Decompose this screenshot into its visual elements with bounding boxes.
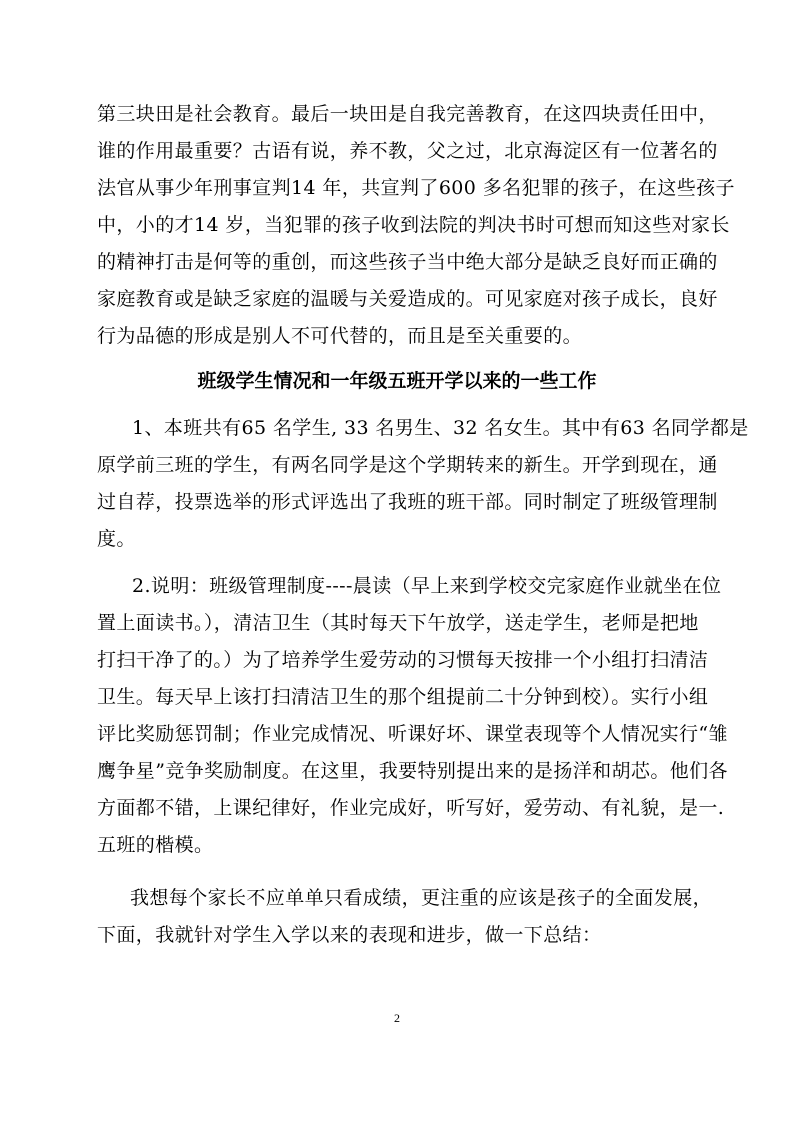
paragraph-line: 第三块田是社会教育。最后一块田是自我完善教育，在这四块责任田中， bbox=[97, 103, 718, 125]
paragraph-line: 鹰争星”竞争奖励制度。在这里，我要特别提出来的是扬洋和胡芯。他们各 bbox=[97, 760, 728, 782]
paragraph-line: 行为品德的形成是别人不可代替的，而且是至关重要的。 bbox=[97, 325, 583, 347]
paragraph-line: 过自荐，投票选举的形式评选出了我班的班干部。同时制定了班级管理制 bbox=[97, 491, 718, 513]
paragraph-line: 度。 bbox=[97, 528, 136, 550]
paragraph-line: 的精神打击是何等的重创，而这些孩子当中绝大部分是缺乏良好而正确的 bbox=[97, 251, 718, 273]
paragraph-line: 2.说明：班级管理制度----晨读（早上来到学校交完家庭作业就坐在位 bbox=[132, 575, 722, 597]
paragraph-line: 谁的作用最重要？古语有说，养不教，父之过，北京海淀区有一位著名的 bbox=[97, 140, 718, 162]
paragraph-line: 1、本班共有65 名学生, 33 名男生、32 名女生。其中有63 名同学都是 bbox=[132, 417, 749, 439]
paragraph-line: 五班的楷模。 bbox=[97, 834, 214, 856]
paragraph-line: 方面都不错，上课纪律好，作业完成好，听写好，爱劳动、有礼貌，是一. bbox=[97, 797, 725, 819]
paragraph-line: 家庭教育或是缺乏家庭的温暖与关爱造成的。可见家庭对孩子成长，良好 bbox=[97, 288, 718, 310]
paragraph-line: 打扫干净了的。）为了培养学生爱劳动的习惯每天按排一个小组打扫清洁 bbox=[97, 649, 709, 671]
paragraph-line: 原学前三班的学生，有两名同学是这个学期转来的新生。开学到现在，通 bbox=[97, 454, 718, 476]
section-heading: 班级学生情况和一年级五班开学以来的一些工作 bbox=[197, 370, 597, 392]
paragraph-line: 下面，我就针对学生入学以来的表现和进步，做一下总结： bbox=[97, 924, 602, 946]
paragraph-line: 评比奖励惩罚制；作业完成情况、听课好坏、课堂表现等个人情况实行“雏 bbox=[97, 723, 728, 745]
paragraph-line: 卫生。每天早上该打扫清洁卫生的那个组提前二十分钟到校）。实行小组 bbox=[97, 686, 709, 708]
paragraph-line: 我想每个家长不应单单只看成绩，更注重的应该是孩子的全面发展， bbox=[130, 887, 713, 909]
paragraph-line: 中，小的才14 岁，当犯罪的孩子收到法院的判决书时可想而知这些对家长 bbox=[97, 214, 730, 236]
paragraph-line: 法官从事少年刑事宣判14 年，共宣判了600 多名犯罪的孩子，在这些孩子 bbox=[97, 177, 735, 199]
page-number: 2 bbox=[394, 1011, 400, 1025]
paragraph-line: 置上面读书。），清洁卫生（其时每天下午放学，送走学生，老师是把地 bbox=[97, 612, 699, 634]
